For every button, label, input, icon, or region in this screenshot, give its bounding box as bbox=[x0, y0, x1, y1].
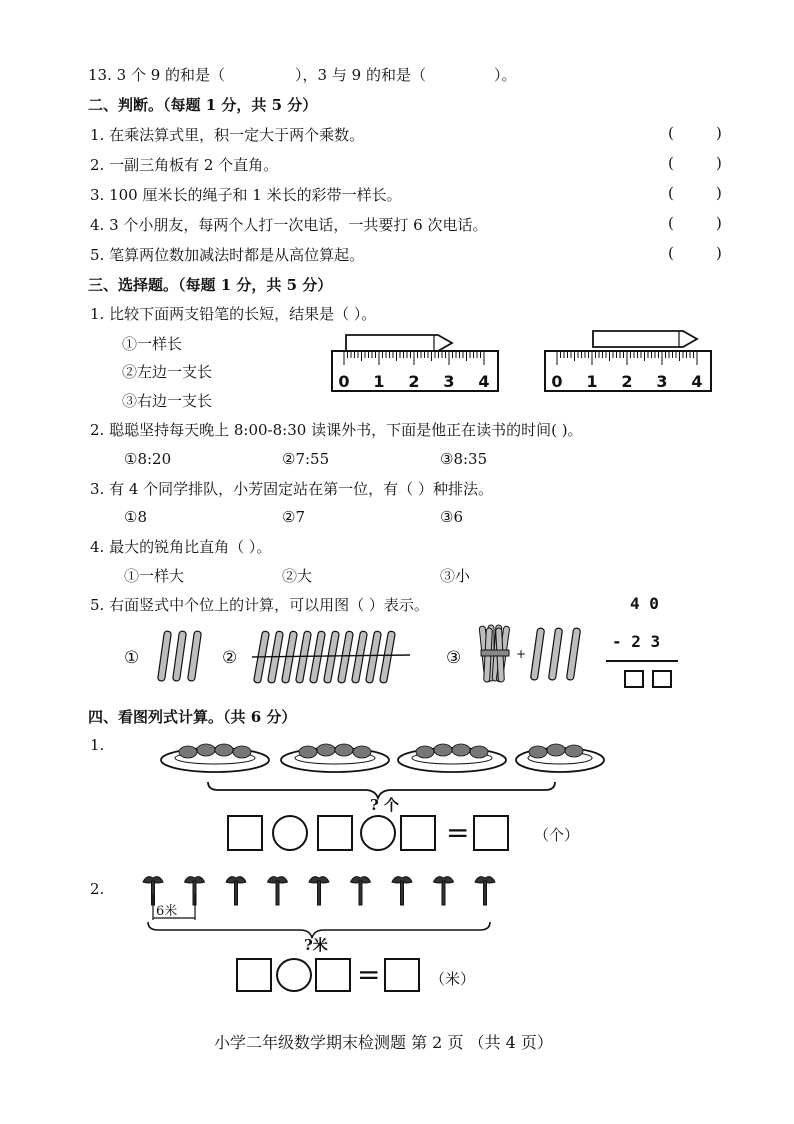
eq2-equals: = bbox=[357, 958, 381, 991]
answer-paren-open: ( bbox=[668, 154, 674, 172]
answer-paren-open: ( bbox=[668, 184, 674, 202]
eq2-box-2[interactable] bbox=[315, 958, 351, 992]
s3-q3-num: 3. bbox=[90, 480, 105, 498]
s3-q4-option-1: ①一样大 bbox=[124, 567, 185, 585]
ruler-tick-label: 3 bbox=[656, 372, 668, 391]
pencil-right bbox=[593, 331, 697, 347]
s3-q4-num: 4. bbox=[90, 538, 105, 556]
answer-paren-close: ) bbox=[716, 124, 722, 142]
eq1-equals: = bbox=[446, 816, 470, 849]
s2-item-text: 在乘法算式里，积一定大于两个乘数。 bbox=[109, 126, 365, 144]
trees-figure bbox=[140, 872, 500, 942]
s3-q5-label-1: ① bbox=[124, 648, 140, 668]
s2-item-num: 5. bbox=[90, 246, 105, 264]
section4-title: 四、看图列式计算。（共 6 分） bbox=[88, 708, 297, 726]
answer-paren-open: ( bbox=[668, 214, 674, 232]
plate-3 bbox=[398, 744, 506, 772]
s2-item-text: 3 个小朋友，每两个人打一次电话，一共要打 6 次电话。 bbox=[109, 216, 488, 234]
plate-4 bbox=[516, 744, 604, 772]
s3-q4-option-2: ②大 bbox=[282, 567, 313, 585]
tree-icons bbox=[143, 877, 495, 905]
ruler-tick-label: 2 bbox=[621, 372, 633, 391]
tree-icon bbox=[226, 877, 246, 905]
s3-q4-text: 最大的锐角比直角（ ）。 bbox=[109, 538, 272, 556]
s3-q2-option-3: ③8:35 bbox=[440, 450, 488, 468]
page-footer: 小学二年级数学期末检测题 第 2 页 （共 4 页） bbox=[214, 1033, 553, 1052]
eq1-circle-2[interactable] bbox=[360, 815, 396, 851]
ruler-tick-label: 4 bbox=[478, 372, 490, 391]
ruler-tick-label: 4 bbox=[691, 372, 703, 391]
s3-q1-option-2: ②左边一支长 bbox=[122, 363, 213, 381]
q13-text-c: ）。 bbox=[493, 66, 517, 84]
answer-paren-open: ( bbox=[668, 124, 674, 142]
eq1-box-3[interactable] bbox=[400, 815, 436, 851]
eq1-circle-1[interactable] bbox=[272, 815, 308, 851]
s4-q2-gap-label: 6米 bbox=[156, 904, 178, 919]
s3-q2-option-2: ②7:55 bbox=[282, 450, 330, 468]
bundle-and-sticks-icon bbox=[476, 622, 592, 686]
ruler-tick-label: 0 bbox=[551, 372, 563, 391]
sticks-ten-icon bbox=[252, 627, 412, 687]
tree-icon bbox=[392, 877, 412, 905]
s3-q3-option-2: ②7 bbox=[282, 508, 305, 526]
eq2-answer-box[interactable] bbox=[384, 958, 420, 992]
s2-item-text: 一副三角板有 2 个直角。 bbox=[109, 156, 279, 174]
q13-line bbox=[88, 64, 516, 85]
s2-item-num: 2. bbox=[90, 156, 105, 174]
s3-q3-option-1: ①8 bbox=[124, 508, 147, 526]
s2-item-num: 3. bbox=[90, 186, 105, 204]
s3-q2-text: 聪聪坚持每天晚上 8:00-8:30 读课外书，下面是他正在读书的时间( )。 bbox=[109, 421, 583, 439]
answer-paren-close: ) bbox=[716, 244, 722, 262]
ruler-tick-label: 3 bbox=[443, 372, 455, 391]
answer-paren-close: ) bbox=[716, 154, 722, 172]
s2-item-num: 4. bbox=[90, 216, 105, 234]
answer-paren-close: ) bbox=[716, 214, 722, 232]
s3-q5-text: 右面竖式中个位上的计算，可以用图（ ）表示。 bbox=[109, 596, 429, 614]
ruler-tick-label: 2 bbox=[408, 372, 420, 391]
s3-q2 bbox=[90, 419, 583, 440]
pencil-left bbox=[346, 335, 452, 351]
bundle-band bbox=[481, 650, 509, 656]
s3-q1-num: 1. bbox=[90, 305, 105, 323]
s3-q1-text: 比较下面两支铅笔的长短，结果是（ ）。 bbox=[109, 305, 377, 323]
ruler-figure-left bbox=[330, 325, 500, 395]
s3-q4-option-3: ③小 bbox=[440, 567, 471, 585]
s3-q2-option-1: ①8:20 bbox=[124, 450, 172, 468]
tree-icon bbox=[268, 877, 288, 905]
s3-q1-option-3: ③右边一支长 bbox=[122, 392, 213, 410]
section2-title: 二、判断。（每题 1 分，共 5 分） bbox=[88, 96, 318, 114]
answer-box-tens bbox=[624, 670, 644, 688]
s3-q3-option-3: ③6 bbox=[440, 508, 463, 526]
vertical-bottom: - 2 3 bbox=[612, 632, 661, 651]
s4-q2-brace-label: ?米 bbox=[304, 936, 328, 954]
s4-q1-brace-label: ? 个 bbox=[370, 796, 400, 814]
s3-q1-option-1: ①一样长 bbox=[122, 335, 183, 353]
eq2-circle-1[interactable] bbox=[276, 958, 312, 992]
s3-q5-label-2: ② bbox=[222, 648, 238, 668]
sticks-three-icon bbox=[156, 627, 206, 687]
plate-2 bbox=[281, 744, 389, 772]
section3-title: 三、选择题。（每题 1 分，共 5 分） bbox=[88, 276, 333, 294]
ruler-tick-label: 0 bbox=[338, 372, 350, 391]
q13-text-b: ），3 与 9 的和是（ bbox=[295, 66, 426, 84]
plate-1 bbox=[161, 744, 269, 772]
tree-icon bbox=[351, 877, 371, 905]
eq2-unit: （米） bbox=[430, 970, 476, 988]
answer-paren-open: ( bbox=[668, 244, 674, 262]
s2-item-num: 1. bbox=[90, 126, 105, 144]
eq1-box-2[interactable] bbox=[317, 815, 353, 851]
vertical-top: 4 0 bbox=[630, 594, 659, 613]
s3-q5-num: 5. bbox=[90, 596, 105, 614]
svg-text:+: + bbox=[516, 647, 527, 661]
eq2-box-1[interactable] bbox=[236, 958, 272, 992]
eq1-unit: （个） bbox=[534, 826, 580, 844]
eq1-answer-box[interactable] bbox=[473, 815, 509, 851]
s3-q5-label-3: ③ bbox=[446, 648, 462, 668]
tree-icon bbox=[475, 877, 495, 905]
s4-q2-num: 2. bbox=[90, 880, 105, 898]
answer-paren-close: ) bbox=[716, 184, 722, 202]
tree-icon bbox=[434, 877, 454, 905]
s3-q1 bbox=[90, 303, 376, 324]
q13-number: 13. bbox=[88, 66, 112, 84]
answer-box-ones bbox=[652, 670, 672, 688]
vertical-line bbox=[606, 660, 678, 662]
s3-q3 bbox=[90, 478, 493, 499]
s3-q4 bbox=[90, 536, 271, 557]
ruler-figure-right bbox=[543, 325, 713, 395]
s3-q2-num: 2. bbox=[90, 421, 105, 439]
s3-q5 bbox=[90, 594, 429, 615]
s2-item-text: 100 厘米长的绳子和 1 米长的彩带一样长。 bbox=[109, 186, 402, 204]
ruler-tick-label: 1 bbox=[373, 372, 385, 391]
q13-text-a: 3 个 9 的和是（ bbox=[116, 66, 226, 84]
s3-q3-text: 有 4 个同学排队，小芳固定站在第一位，有（ ）种排法。 bbox=[109, 480, 493, 498]
tree-icon bbox=[309, 877, 329, 905]
eq1-box-1[interactable] bbox=[227, 815, 263, 851]
s4-q1-num: 1. bbox=[90, 736, 105, 754]
s2-item-text: 笔算两位数加减法时都是从高位算起。 bbox=[109, 246, 365, 264]
ruler-tick-label: 1 bbox=[586, 372, 598, 391]
